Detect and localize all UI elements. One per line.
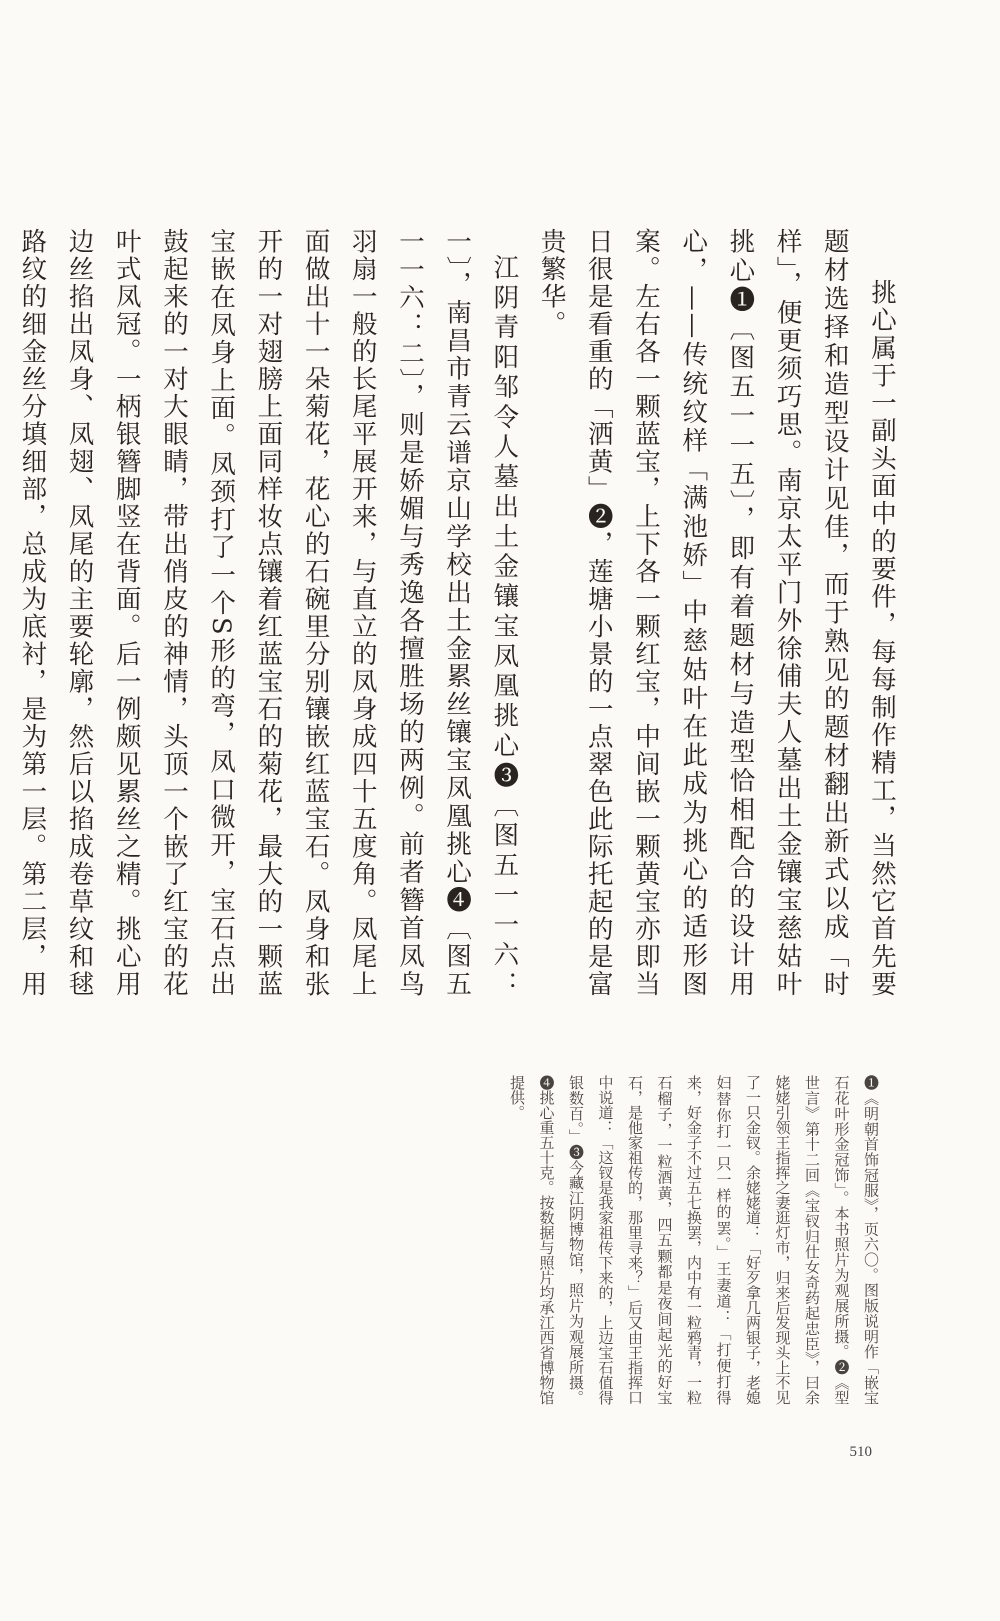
footnotes-block [445, 1075, 885, 1405]
paragraph-2: 江阴青阳邹令人墓出土金镶宝凤凰挑心❸〔图五一一六：一〕，南昌市青云谱京山学校出土金累丝镶宝凤凰挑心❹〔图五一一六：二〕，则是娇媚与秀逸各擅胜场的两例。前者簪首凤鸟羽扇一般的长尾平展开来，与直立的凤身成四十五度角。凤尾上面做出十一朵菊花，花心的石碗里分别镶嵌红蓝宝石。凤身和张开的一对翅膀上面同样妆点镶着红蓝宝石的菊花，最大的一颗蓝宝嵌在凤身上面。凤颈打了一个S形的弯，凤口微开，宝石点出鼓起来的一对大眼睛，带出俏皮的神情，头顶一个嵌了红宝的花叶式凤冠。一柄银簪脚竖在背面。后一例颇见累丝之精。挑心用边丝掐出凤身、凤翅、凤尾的主要轮廓，然后以掐成卷草纹和毬路纹的细金丝分填细部，总成为底衬，是为第一层。第二层，用 [17, 228, 520, 998]
page-number: 510 [849, 1444, 872, 1460]
paragraph-1: 挑心属于一副头面中的要件，每每制作精工，当然它首先要题材选择和造型设计见佳，而于熟见的题材翻出新式以成「时样」，便更须巧思。南京太平门外徐俌夫人墓出土金镶宝慈姑叶挑心❶〔图五一一五〕，即有着题材与造型恰相配合的设计用心，——传统纹样「满池娇」中慈姑叶在此成为挑心的适形图案。左右各一颗蓝宝，上下各一颗红宝，中间嵌一颗黄宝亦即当日很是看重的「洒黄」❷，莲塘小景的一点翠色此际托起的是富贵繁华。 [536, 228, 897, 998]
main-text-block [17, 228, 905, 998]
footnotes-text: ❶《明朝首饰冠服》，页六〇。图版说明作「嵌宝石花叶形金冠饰」。本书照片为观展所摄。❷《型世言》第十二回《宝钗归仕女奇药起忠臣》，曰余姥姥引领王指挥之妻逛灯市，归来后发现头上不见了一只金钗。余姥姥道：「好歹拿几两银子，老媳妇替你打一只一样的罢。」王妻道：「打便打得来，好金子不过五七换罢，内中有一粒鸦青，一粒石榴子，一粒酒黄，四五颗都是夜间起光的好宝石，是他家祖传的，那里寻来？」后又由王指挥口中说道：「这钗是我家祖传下来的，上边宝石值得银数百。」❸今藏江阴博物馆，照片为观展所摄。❹挑心重五十克。按数据与照片均承江西省博物馆提供。 [508, 1075, 880, 1405]
